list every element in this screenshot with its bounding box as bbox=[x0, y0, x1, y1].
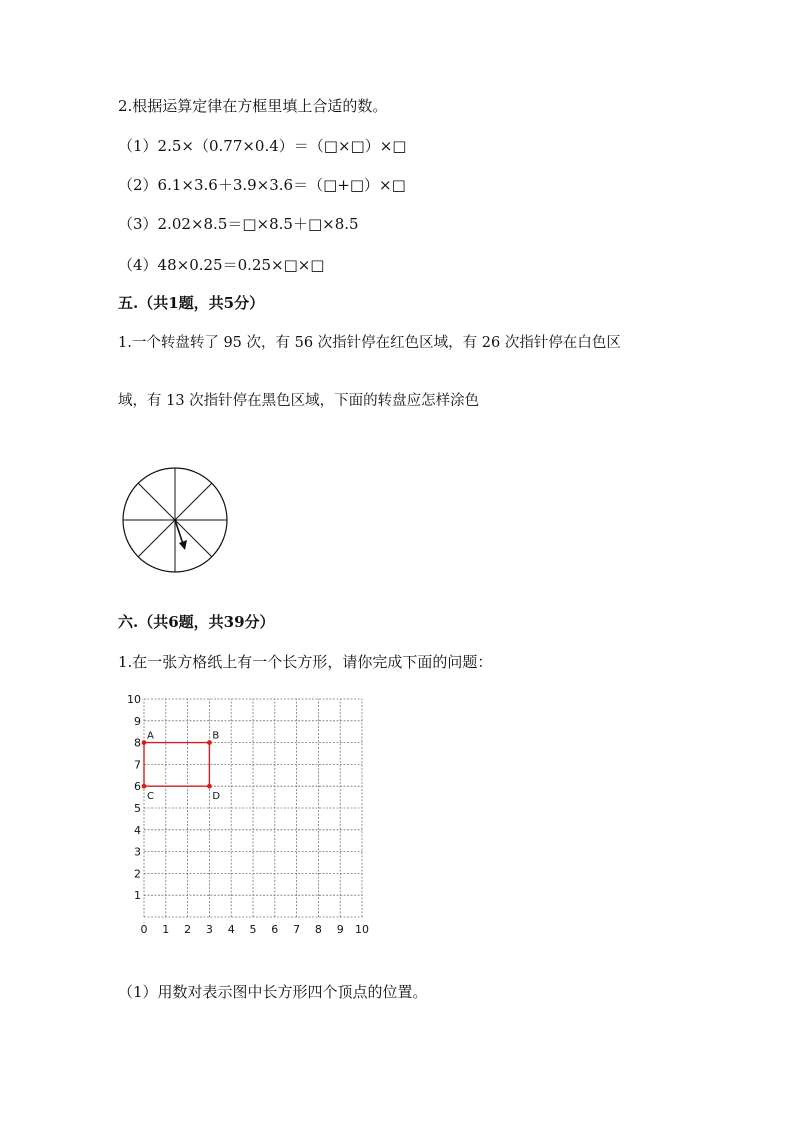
spinner-pointer-head bbox=[179, 540, 187, 550]
vertex-d bbox=[207, 784, 212, 789]
y-tick-label: 8 bbox=[134, 736, 141, 750]
section6-q1-line1: 1.在一张方格纸上有一个长方形，请你完成下面的问题： bbox=[118, 653, 493, 671]
spinner-diagram bbox=[120, 466, 230, 576]
vertex-label-a: A bbox=[147, 730, 154, 742]
y-tick-label: 1 bbox=[134, 889, 141, 903]
y-tick-label: 3 bbox=[134, 845, 141, 859]
spinner-sector-line bbox=[138, 520, 175, 557]
x-tick-label: 9 bbox=[336, 923, 344, 936]
x-tick-label: 5 bbox=[249, 923, 257, 936]
x-tick-label: 8 bbox=[314, 923, 322, 936]
coordinate-grid bbox=[120, 693, 380, 943]
q2-item-1: （1）2.5×（0.77×0.4）＝（□×□）×□ bbox=[118, 137, 407, 155]
section6-sub1: （1）用数对表示图中长方形四个顶点的位置。 bbox=[118, 983, 428, 1001]
grid-lines bbox=[144, 699, 362, 917]
vertex-label-b: B bbox=[212, 730, 220, 742]
vertex-label-c: C bbox=[147, 791, 154, 803]
grid-tick-labels bbox=[127, 693, 369, 936]
x-tick-label: 1 bbox=[162, 923, 170, 936]
x-tick-label: 4 bbox=[227, 923, 235, 936]
x-tick-label: 2 bbox=[184, 923, 192, 936]
section5-heading: 五.（共1题，共5分） bbox=[118, 294, 265, 312]
x-tick-label: 7 bbox=[293, 923, 301, 936]
section5-q1-line1: 1.一个转盘转了 95 次，有 56 次指针停在红色区域，有 26 次指针停在白色区 bbox=[118, 335, 621, 351]
x-tick-label: 0 bbox=[140, 923, 148, 936]
y-tick-label: 2 bbox=[134, 867, 141, 881]
q2-title: 2.根据运算定律在方框里填上合适的数。 bbox=[118, 97, 388, 115]
x-tick-label: 10 bbox=[355, 923, 369, 936]
y-tick-label: 6 bbox=[134, 780, 141, 794]
x-tick-label: 3 bbox=[205, 923, 213, 936]
y-tick-label: 7 bbox=[134, 758, 141, 772]
vertex-c bbox=[142, 784, 147, 789]
q2-item-3: （3）2.02×8.5＝□×8.5＋□×8.5 bbox=[118, 215, 359, 233]
section5-q1-line2: 域，有 13 次指针停在黑色区域，下面的转盘应怎样涂色 bbox=[118, 393, 480, 409]
q2-item-2: （2）6.1×3.6＋3.9×3.6＝（□+□）×□ bbox=[118, 176, 406, 194]
rectangle-abcd bbox=[142, 731, 221, 803]
x-tick-label: 6 bbox=[271, 923, 279, 936]
y-tick-label: 9 bbox=[134, 714, 141, 728]
vertex-label-d: D bbox=[212, 791, 221, 803]
y-tick-label: 4 bbox=[134, 823, 141, 837]
section6-heading: 六.（共6题，共39分） bbox=[118, 613, 275, 631]
vertex-a bbox=[142, 740, 147, 745]
vertex-b bbox=[207, 740, 212, 745]
spinner-sector-line bbox=[175, 483, 212, 520]
y-tick-label: 10 bbox=[127, 693, 141, 706]
spinner-sector-line bbox=[138, 483, 175, 520]
y-tick-label: 5 bbox=[134, 802, 141, 815]
q2-item-4: （4）48×0.25＝0.25×□×□ bbox=[118, 256, 325, 274]
